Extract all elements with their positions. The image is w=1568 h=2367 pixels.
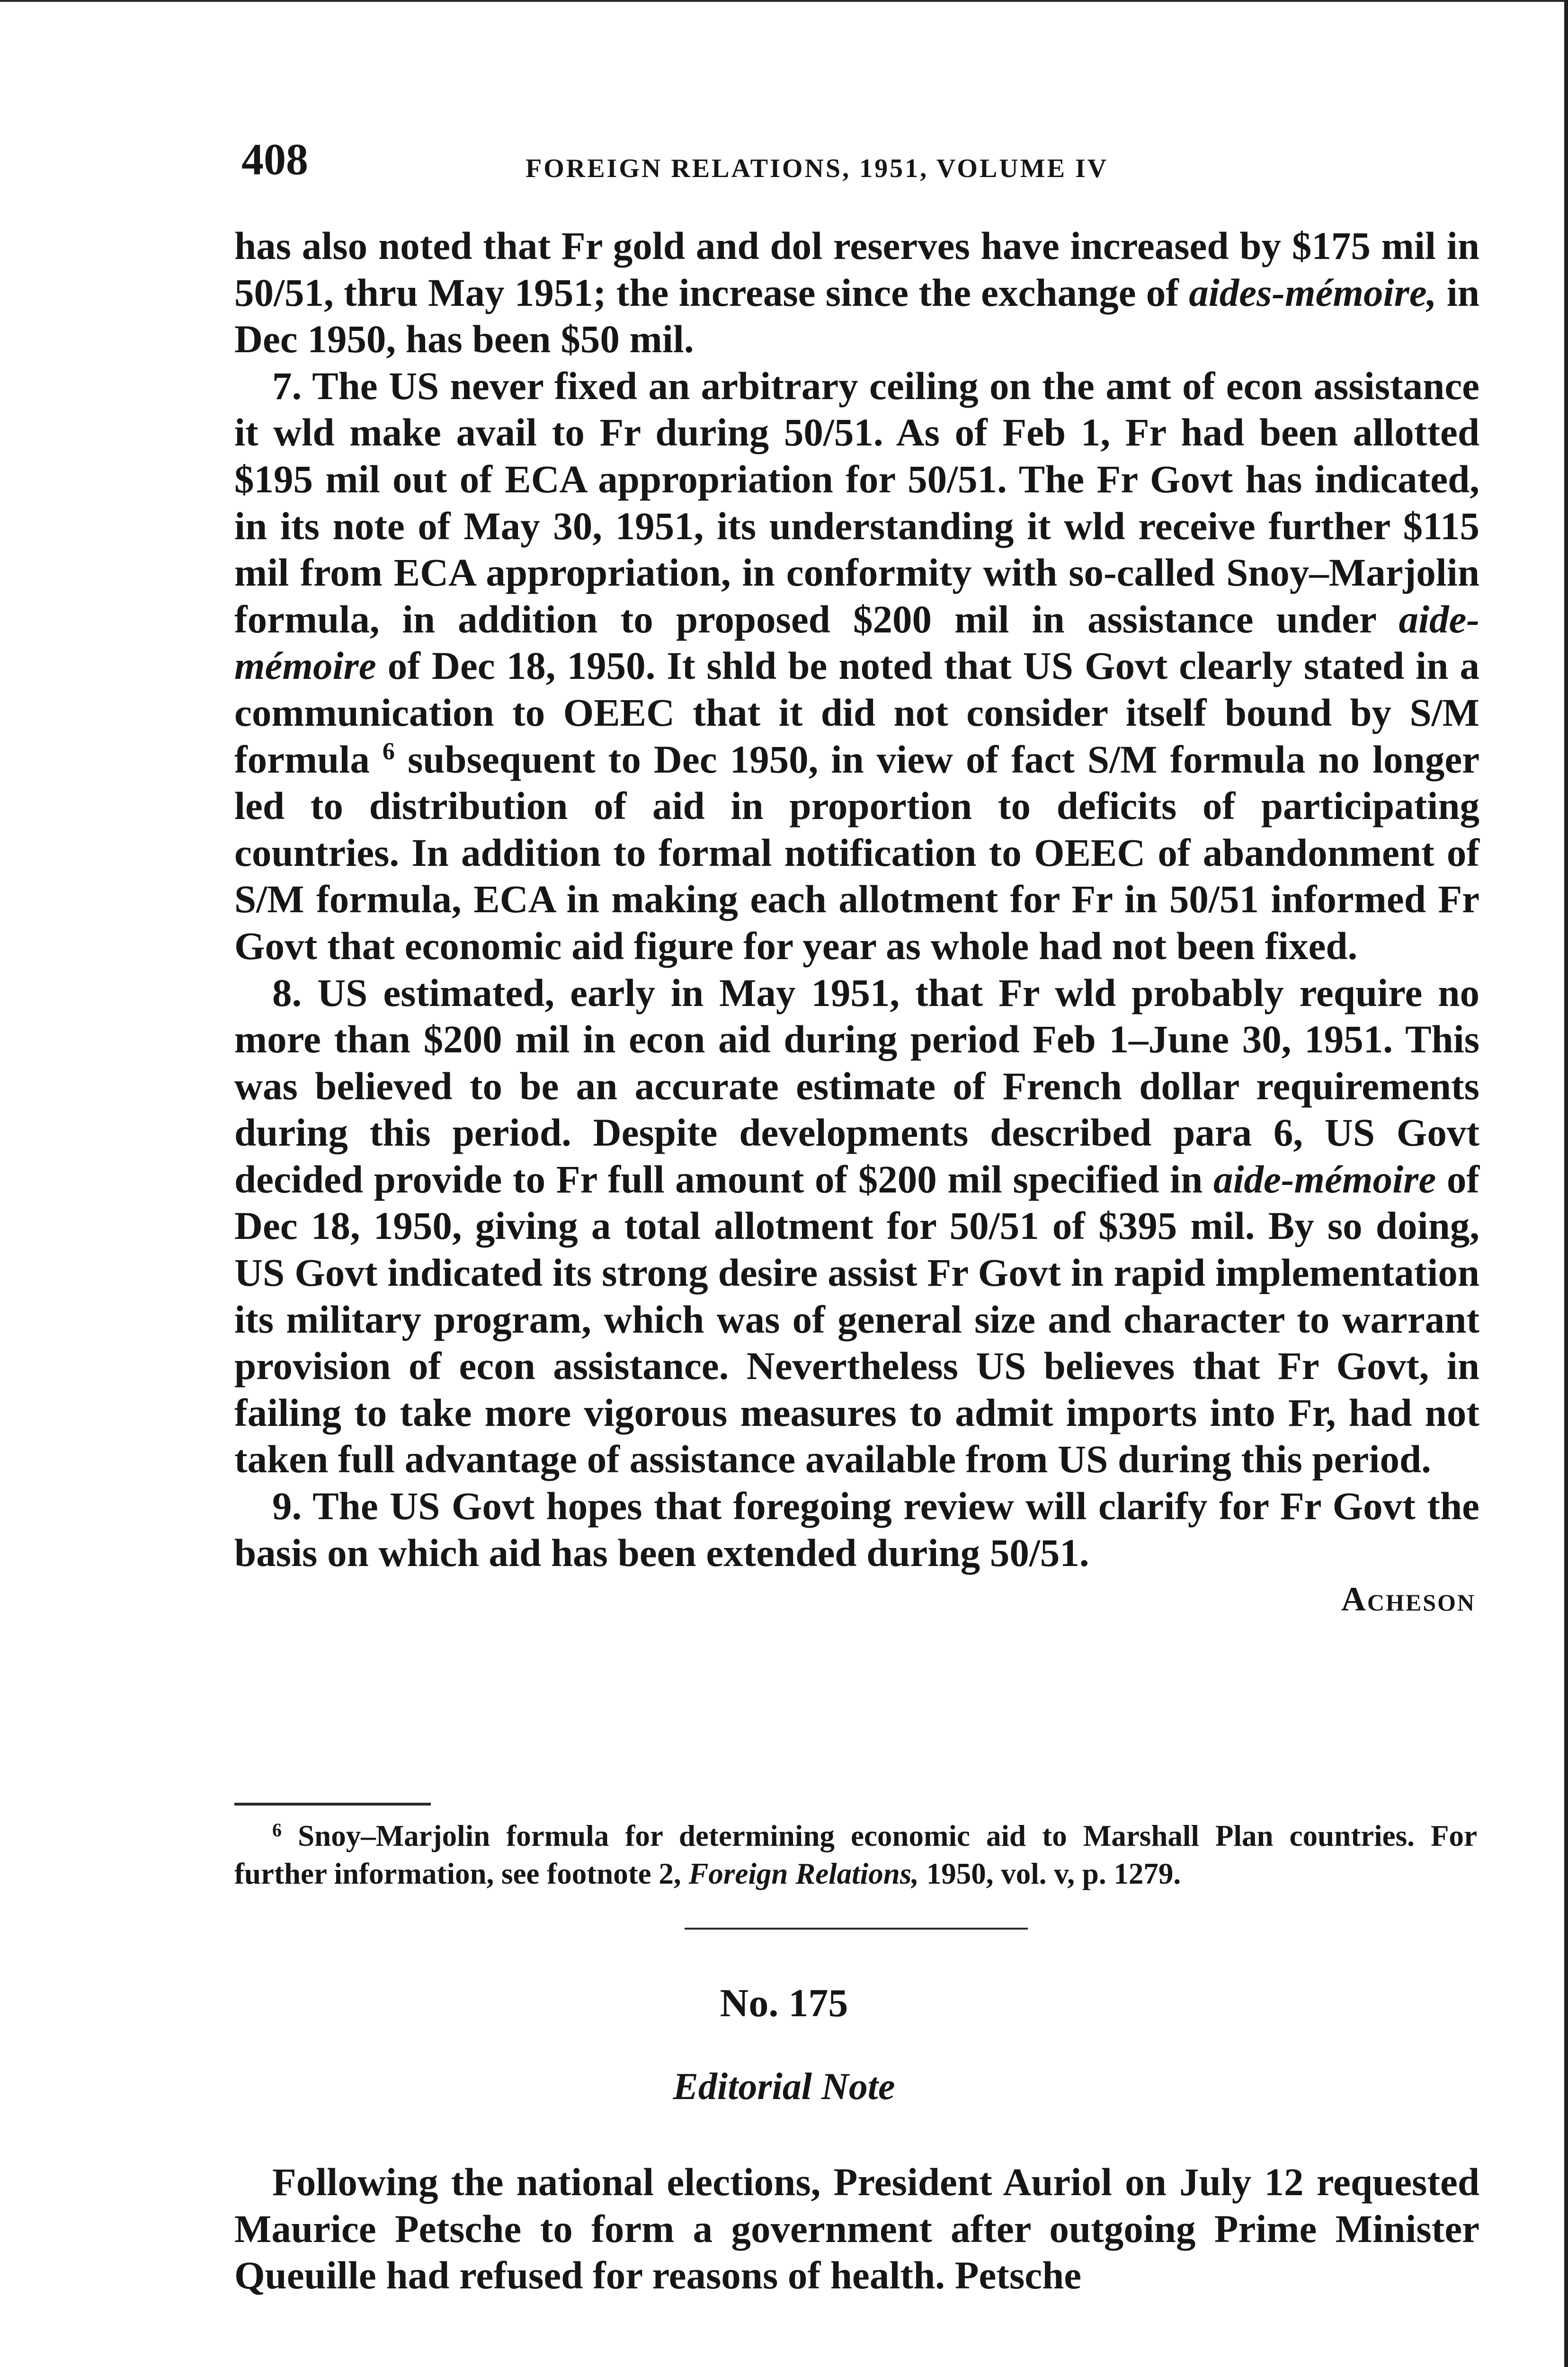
footnote-number: 6 bbox=[272, 1819, 282, 1841]
page-number: 408 bbox=[241, 135, 308, 184]
text-run: has also noted that Fr gold and dol reserves have increased by $175 mil in 50/51, thru May 1951; the increase since the exchange of bbox=[234, 224, 1479, 314]
italic-term: aide-mémoire bbox=[234, 597, 1479, 688]
telegram-body bbox=[234, 222, 1479, 1622]
text-run: 7. The US never fixed an arbitrary ceiling on the amt of econ assistance it wld make avail to Fr during 50/51. As of Feb 1, Fr had been allotted $195 mil out of ECA appropriation for 50/51. The Fr Govt has indicated, in its note of May 30, 1951, its understanding it wld receive further $115 mil from ECA appropriation, in conformity with so-called Snoy–Marjolin formula, in addition to proposed $200 mil in assistance under bbox=[234, 364, 1479, 641]
running-header bbox=[241, 137, 1477, 194]
text-run: 1950, vol. v, p. 1279. bbox=[919, 1857, 1181, 1890]
text-run: Snoy–Marjolin formula for determining economic aid to Marshall Plan countries. For further information, see footnote 2, bbox=[234, 1819, 1477, 1890]
footnote-reference[interactable]: 6 bbox=[382, 738, 395, 765]
document-number: No. 175 bbox=[720, 1981, 848, 2025]
paragraph-7 bbox=[234, 363, 1479, 970]
italic-term: Foreign Relations, bbox=[688, 1857, 919, 1890]
text-run: of Dec 18, 1950. It shld be noted that US Govt clearly stated in a communication to OEEC that it did not consider itself bound by S/M formula bbox=[234, 644, 1479, 781]
text-run: 8. US estimated, early in May 1951, that Fr wld probably require no more than $200 mil in econ aid during period Feb 1–June 30, 1951. This was believed to be an accurate estimate of French dollar requirements during this period. Despite developments described para 6, US Govt decided provide to Fr full amount of $200 mil specified in bbox=[234, 970, 1479, 1201]
section-divider bbox=[685, 1928, 1028, 1930]
footnote-6 bbox=[234, 1817, 1477, 1893]
editorial-note-text: Following the national elections, President Auriol on July 12 requested Maurice Petsche to form a government after outgoing Prime Minister Queuille had refused for reasons of health. Petsche bbox=[234, 2160, 1479, 2297]
footnote-divider bbox=[234, 1803, 431, 1806]
text-run: of Dec 18, 1950, giving a total allotment for 50/51 of $395 mil. By so doing, US Govt indicated its strong desire assist Fr Govt in rapid implementation its military program, which was of general size and character to warrant provision of econ assistance. Nevertheless US believes that Fr Govt, in failing to take more vigorous measures to admit imports into Fr, had not taken full advantage of assistance available from US during this period. bbox=[234, 1157, 1480, 1481]
signature: Acheson bbox=[1341, 1580, 1476, 1619]
text-run: subsequent to Dec 1950, in view of fact S/M formula no longer led to distribution of aid in proportion to deficits of participating countries. In addition to formal notification to OEEC of abandonment of S/M formula, ECA in making each allotment for Fr in 50/51 informed Fr Govt that economic aid figure for year as whole had not been fixed. bbox=[234, 737, 1480, 968]
paragraph-8 bbox=[234, 970, 1479, 1483]
document-subtitle: Editorial Note bbox=[673, 2066, 895, 2108]
italic-term: aides-mémoire, bbox=[1189, 270, 1437, 314]
italic-term: aide-mémoire bbox=[1213, 1157, 1436, 1201]
paragraph-9: 9. The US Govt hopes that foregoing review will clarify for Fr Govt the basis on which aid has been extended during 50/51. bbox=[234, 1484, 1479, 1575]
text-run: in Dec 1950, has been $50 mil. bbox=[234, 270, 1479, 361]
paragraph-continued bbox=[234, 222, 1479, 363]
running-title: FOREIGN RELATIONS, 1951, VOLUME IV bbox=[526, 154, 1109, 183]
